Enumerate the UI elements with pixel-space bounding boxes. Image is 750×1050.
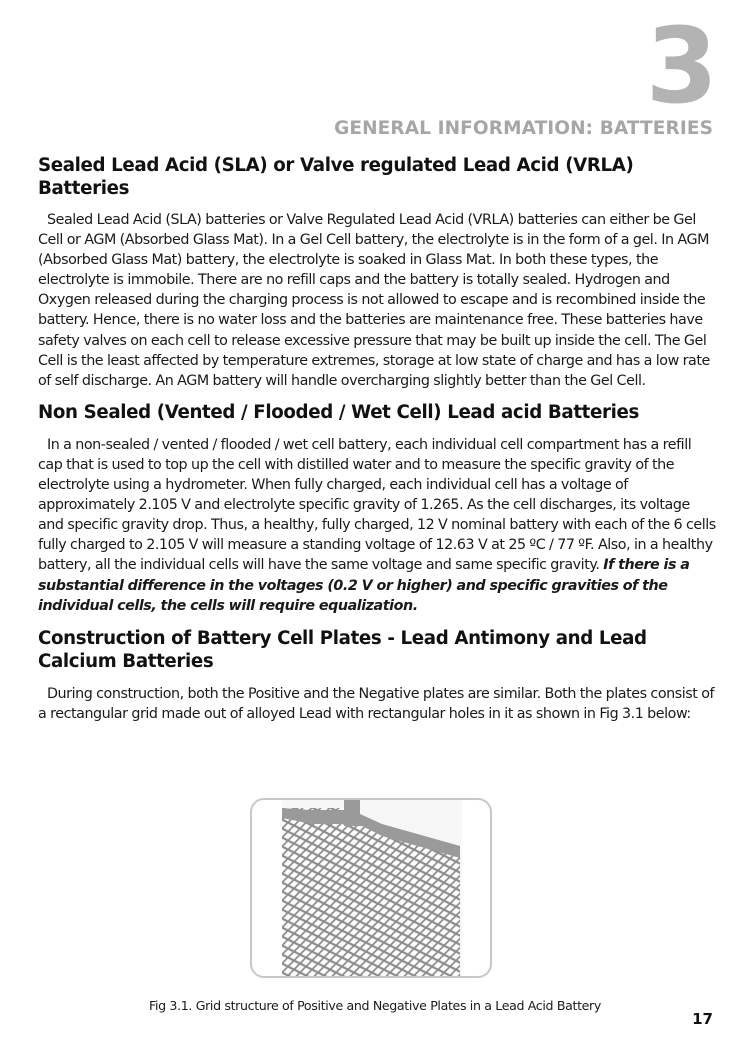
figure-caption: Fig 3.1. Grid structure of Positive and Negative Plates in a Lead Acid Battery bbox=[148, 998, 601, 1013]
lead-plate-grid-icon bbox=[252, 800, 490, 976]
section-heading-non-sealed: Non Sealed (Vented / Flooded / Wet Cell) Lead acid Batteries bbox=[38, 401, 639, 423]
chapter-title: GENERAL INFORMATION: BATTERIES bbox=[334, 118, 713, 139]
chapter-number: 3 bbox=[645, 5, 716, 127]
section-heading-sla-vrla: Sealed Lead Acid (SLA) or Valve regulated Lead Acid (VRLA) Batteries bbox=[38, 155, 634, 199]
figure-frame bbox=[250, 798, 492, 978]
paragraph-text: Sealed Lead Acid (SLA) batteries or Valve Regulated Lead Acid (VRLA) batteries can either be Gel Cell or AGM (Absorbed Glass Mat). In a Gel Cell battery, the electrolyte is in the form of a gel. In AGM (Absorbed Glass Mat) battery, the electrolyte is soaked in Glass Mat. In both these types, the electrolyte is immobile. There are no refill caps and the battery is totally sealed. Hydrogen and Oxygen released during the charging process is not allowed to escape and is recombined inside the battery. Hence, there is no water loss and the batteries are maintenance free. These batteries have safety valves on each cell to release excessive pressure that may be built up inside the cell. The Gel Cell is the least affected by temperature extremes, storage at low state of charge and has a low rate of self discharge. An AGM battery will handle overcharging slightly better than the Gel Cell. bbox=[38, 212, 710, 389]
section-paragraph-non-sealed bbox=[38, 435, 718, 616]
equalization-warning-text: If there is a substantial difference in the voltages (0.2 V or higher) and specific gravities of the individual cells, the cells will require equalization. bbox=[38, 557, 690, 614]
paragraph-text: During construction, both the Positive and the Negative plates are similar. Both the plates consist of a rectangular grid made out of alloyed Lead with rectangular holes in it as shown in Fig 3.1 below: bbox=[38, 685, 715, 722]
section-heading-plate-construction: Construction of Battery Cell Plates - Lead Antimony and Lead Calcium Batteries bbox=[38, 627, 647, 672]
page-number: 17 bbox=[692, 1010, 713, 1028]
section-paragraph-sla-vrla bbox=[38, 210, 718, 391]
paragraph-text: In a non-sealed / vented / flooded / wet cell battery, each individual cell compartment has a refill cap that is used to top up the cell with distilled water and to measure the specific gravity of the electrolyte using a hydrometer. When fully charged, each individual cell has a voltage of approximately 2.105 V and electrolyte specific gravity of 1.265. As the cell discharges, its voltage and specific gravity drop. Thus, a healthy, fully charged, 12 V nominal battery with each of the 6 cells fully charged to 2.105 V will measure a standing voltage of 12.63 V at 25 ºC / 77 ºF. Also, in a healthy battery, all the individual cells will have the same voltage and same specific gravity. bbox=[38, 436, 716, 574]
page-content bbox=[38, 150, 718, 724]
section-paragraph-plate-construction bbox=[38, 684, 718, 724]
